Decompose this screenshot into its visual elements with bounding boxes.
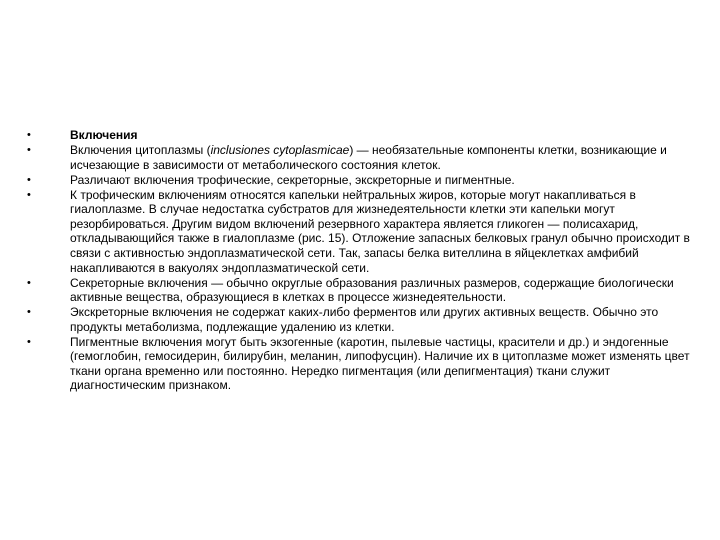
bullet-dot-icon: • (27, 143, 31, 156)
bullet-list (27, 128, 694, 393)
bullet-dot-icon: • (27, 306, 31, 319)
types-text: Различают включения трофические, секреторные, экскреторные и пигментные. (70, 172, 515, 187)
bullet-item-pigment (27, 334, 694, 393)
heading-text: Включения (70, 128, 138, 142)
latin-term: inclusiones cytoplasmicae (210, 142, 350, 157)
bullet-item-types (27, 172, 694, 188)
excretory-text: Экскреторные включения не содержат каких-либо ферментов или других активных веществ. Обычно это продукты метаболизма, подлежащие удалению из клетки. (70, 305, 659, 334)
bullet-dot-icon: • (27, 129, 31, 141)
bullet-item-excretory (27, 305, 694, 334)
definition-text-before: Включения цитоплазмы ( (70, 142, 211, 157)
bullet-dot-icon: • (27, 188, 31, 201)
bullet-dot-icon: • (27, 173, 31, 186)
bullet-item-definition (27, 142, 694, 172)
definition-text-after: ) — необязательные компоненты клетки, возникающие и исчезающие в зависимости от метаболического состояния клеток. (70, 142, 667, 172)
bullet-item-heading (27, 128, 694, 143)
bullet-dot-icon: • (27, 276, 31, 289)
definition-text (70, 143, 694, 172)
bullet-item-secretory (27, 275, 694, 305)
trophic-text: К трофическим включениям относятся капельки нейтральных жиров, которые могут накапливаться в гиалоплазме. В случае недостатка субстратов для жизнедеятельности клетки эти капельки могут резорбироваться. Другим видом включений резервного характера является гликоген — полисахарид, откладывающийся также в гиалоплазме (рис. 15). Отложение запасных белковых гранул обычно происходит в связи с активностью эндоплазматической сети. Так, запасы белка вителлина в яйцеклетках амфибий накапливаются в вакуолях эндоплазматической сети. (70, 187, 690, 275)
secretory-text: Секреторные включения — обычно округлые образования различных размеров, содержащие биологически активные вещества, образующиеся в клетках в процессе жизнедеятельности. (70, 275, 674, 305)
bullet-item-trophic (27, 187, 694, 276)
bullet-dot-icon: • (27, 335, 31, 348)
pigment-text: Пигментные включения могут быть экзогенные (каротин, пылевые частицы, красители и др.) и эндогенные (гемоглобин, гемосидерин, билирубин, меланин, липофусцин). Наличие их в цитоплазме может изменять цвет ткани органа временно или постоянно. Нередко пигментация (или депигментация) ткани служит диагностическим признаком. (70, 334, 690, 393)
